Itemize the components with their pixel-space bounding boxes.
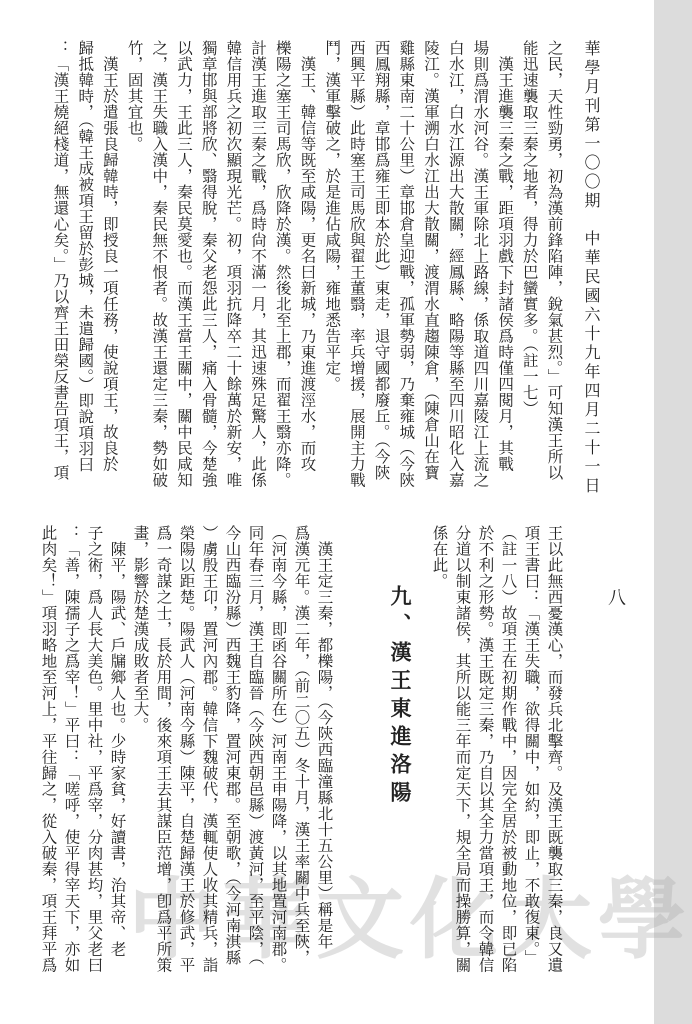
bottom-text-column: ）虜殷王卬，置河內郡。韓信下魏破代，漢輒使人收其精兵，詣 bbox=[200, 525, 219, 973]
top-text-column: 韓信用兵之初次顯現光芒。初，項羽抗降卒二十餘萬於新安，唯 bbox=[224, 40, 243, 488]
watermark: 中華文化大學 bbox=[128, 867, 692, 971]
bottom-text-column: 於不利之形勢。漢王既定三秦，乃自以其全力當項王，而令韓信 bbox=[476, 525, 495, 973]
top-text-column: 鬥，漢軍擊破之，於是進佔咸陽，雍地悉告平定。 bbox=[323, 40, 342, 392]
bottom-text-column: 項王書曰：「漢王失職，欲得關中，如約，即止，不敢復東。」 bbox=[522, 525, 541, 966]
bottom-text-column: （河南今縣，即函谷關所在）河南王申陽降，以其地置河南郡。 bbox=[269, 525, 288, 973]
bottom-text-column: 今山西臨汾縣）西魏王豹降，置河東郡。至朝歌，（今河南淇縣 bbox=[223, 525, 242, 966]
bottom-text-column: ：「善，陳孺子之爲宰！」平曰：「嗟呼，使平得宰天下，亦如 bbox=[62, 525, 81, 973]
bottom-text-column: 分道以制東諸侯，其所以能三年而定天下，規全局而操勝算，關 bbox=[453, 525, 472, 973]
top-text-column: ：「漢王燒絕棧道，無還心矣。」乃以齊王田榮反書告項王，項 bbox=[51, 40, 70, 481]
top-text-column: 能迅速襲取三秦之地者，得力於巴蠻實多。（註一七） bbox=[520, 40, 539, 417]
bottom-text-column: 爲漢元年。漢二年，（前二〇五）冬十月，漢王率關中兵至陝， bbox=[292, 525, 311, 966]
top-text-column: 以武力，王此三人，秦民莫愛也。而漢王當王關中，關中民咸知 bbox=[175, 40, 193, 488]
top-text-column: 場則爲渭水河谷。漢王軍除北上路線，係取道四川嘉陵江上流之 bbox=[471, 40, 490, 488]
bottom-text-column: 王以此無西憂漢心，而發兵北擊齊。及漢王既襲取三秦，良又遺 bbox=[545, 525, 564, 973]
top-text-column: 雞縣東南二十公里）章邯倉皇迎戰，孤軍勢弱，乃棄雍城（今陝 bbox=[397, 40, 416, 488]
bottom-text-column: 同年春三月，漢王自臨晉（今陝西朝邑縣）渡黃河，至平陰，（ bbox=[246, 525, 265, 966]
bottom-text-column: 畫，影響於楚漢成敗者至大。 bbox=[131, 525, 150, 733]
top-text-column: 之，漢王失職入漢中，秦民無不恨者。故漢王還定三秦，勢如破 bbox=[150, 40, 169, 488]
top-text-column: 西興平縣）此時塞王司馬欣與翟王董翳，率兵增援，展開主力戰 bbox=[347, 40, 366, 488]
top-text-column: 陵江。漢軍溯白水江出大散關，渡渭水直趨陳倉，（陳倉山在寶 bbox=[422, 40, 440, 481]
bottom-text-column: 榮陽以距楚。陽武人（河南今縣）陳平，自楚歸漢王於修武，平 bbox=[177, 525, 196, 973]
bottom-text-column: 爲一奇謀之士，長於用間，後來項王去其謀臣范增，卽爲平所策 bbox=[154, 525, 173, 973]
top-text-column: 歸抵韓時，（韓王成被項王留於彭城，未遣歸國。）即說項羽曰 bbox=[76, 40, 95, 473]
top-text-column: 漢王進襲三秦之戰，距項羽戲下封諸侯爲時僅四閱月，其戰 bbox=[496, 40, 515, 472]
top-text-column: 漢王於遣張良歸韓時，即授良一項任務，使說項王，故良於 bbox=[100, 40, 119, 472]
page-number: 八 bbox=[605, 588, 626, 606]
bottom-text-column: 子之術，爲人長大美色。里中社，平爲宰，分肉甚均，里父老曰 bbox=[85, 525, 104, 973]
top-text-column: 櫟陽之塞王司馬欣，欣降於漢。然後北至上郡，而翟王翳亦降。 bbox=[273, 40, 292, 488]
top-text-column: 竹，固其宜也。 bbox=[125, 40, 144, 152]
bottom-text-column: 此肉矣！」項羽略地至河上，平往歸之，從入破秦，項王拜平爲 bbox=[39, 525, 58, 973]
running-header: 華學月刊第一〇〇期 中華民國六十九年四月二十一日 bbox=[582, 40, 601, 496]
top-text-column: 獨章邯與部將欣、翳得脫，秦父老怨此三人，痛入骨髓，今楚強 bbox=[199, 40, 218, 488]
top-text-column: 漢王、韓信等既至咸陽，更名曰新城，乃東進渡涇水，而攻 bbox=[298, 40, 317, 472]
bottom-text-column: 漢王定三秦，都櫟陽，（今陝西臨潼縣北十五公里）稱是年 bbox=[315, 525, 334, 950]
bottom-text-column: （註一八）故項王在初期作戰中，因完全居於被動地位，即已陷 bbox=[499, 525, 518, 973]
bottom-text-column: 陳平，陽武、戶牖鄉人也。少時家貧，好讀書，治其帝、老 bbox=[108, 525, 127, 957]
top-text-column: 白水江，白水江源出大散關，經鳳縣、略陽等縣至四川昭化入嘉 bbox=[446, 40, 465, 488]
bottom-text-column: 係在此。 bbox=[430, 525, 449, 589]
top-text-column: 計漢王進取三秦之戰，爲時尙不滿一月，其迅速殊足驚人，此係 bbox=[249, 40, 268, 488]
top-text-column: 之民，天性勁勇，初為漢前鋒陷陣，銳氣甚烈。」可知漢王所以 bbox=[545, 40, 564, 481]
top-text-column: 西鳳翔縣，章邯爲雍王即本於此）東走，退守國都廢丘。（今陝 bbox=[372, 40, 391, 481]
section-heading: 九、漢王東進洛陽 bbox=[388, 585, 413, 809]
